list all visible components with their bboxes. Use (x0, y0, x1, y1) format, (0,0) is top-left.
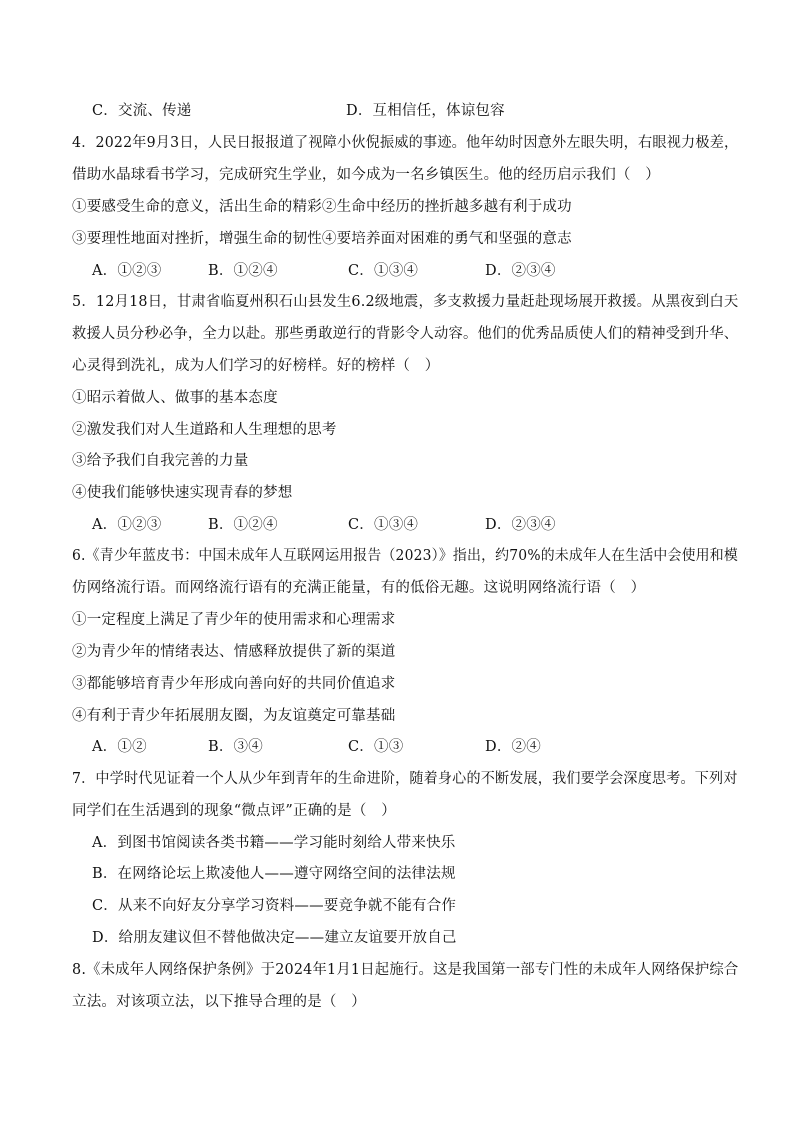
q5-statement-2: ②激发我们对人生道路和人生理想的思考 (72, 422, 337, 438)
q5-stem-line-2: 救援人员分秒必争，全力以赴。那些勇敢逆行的背影令人动容。他们的优秀品质使人们的精神受到升华、 (72, 326, 739, 342)
q7-option-c: C．从来不向好友分享学习资料——要竞争就不能有合作 (92, 898, 457, 914)
q7-stem-line-1: 7．中学时代见证着一个人从少年到青年的生命进阶，随着身心的不断发展，我们要学会深度思考。下列对 (72, 771, 738, 787)
q6-option-c: C．①③ (348, 739, 404, 755)
q5-option-a: A．①②③ (92, 517, 162, 533)
q5-statement-3: ③给予我们自我完善的力量 (72, 453, 249, 469)
q6-stem-line-1: 6.《青少年蓝皮书：中国未成年人互联网运用报告（2023）》指出，约70%的未成年人在生活中会使用和模 (72, 548, 738, 564)
q6-statement-4: ④有利于青少年拓展朋友圈，为友谊奠定可靠基础 (72, 708, 396, 724)
q5-option-b: B．①②④ (208, 517, 278, 533)
q6-statement-2: ②为青少年的情绪表达、情感释放提供了新的渠道 (72, 644, 396, 660)
q4-option-b: B．①②④ (208, 263, 278, 279)
q4-option-c: C．①③④ (348, 263, 419, 279)
q6-option-b: B．③④ (208, 739, 263, 755)
q4-stem-line-1: 4．2022年9月3日，人民日报报道了视障小伙倪振威的事迹。他年幼时因意外左眼失明，右眼视力极差， (72, 135, 739, 151)
q7-stem-line-2: 同学们在生活遇到的现象“微点评”正确的是（ ） (72, 803, 396, 819)
q6-statement-3: ③都能够培育青少年形成向善向好的共同价值追求 (72, 676, 396, 692)
q6-option-d: D．②④ (485, 739, 541, 755)
q5-statement-4: ④使我们能够快速实现青春的梦想 (72, 485, 293, 501)
q3-option-c: C．交流、传递 (92, 103, 192, 119)
q5-stem-line-3: 心灵得到洗礼，成为人们学习的好榜样。好的榜样（ ） (72, 358, 440, 374)
q4-statement-1: ①要感受生命的意义，活出生命的精彩②生命中经历的挫折越多越有利于成功 (72, 199, 572, 215)
q6-stem-line-2: 仿网络流行语。而网络流行语有的充满正能量，有的低俗无趣。这说明网络流行语（ ） (72, 580, 646, 596)
q7-option-b: B．在网络论坛上欺凌他人——遵守网络空间的法律法规 (92, 866, 456, 882)
q5-stem-line-1: 5．12月18日，甘肃省临夏州积石山县发生6.2级地震，多支救援力量赶赴现场展开救援。从黑夜到白天 (72, 294, 739, 310)
q8-stem-line-2: 立法。对该项立法，以下推导合理的是（ ） (72, 994, 366, 1010)
q5-option-c: C．①③④ (348, 517, 419, 533)
q3-option-d: D．互相信任，体谅包容 (346, 103, 505, 119)
q5-option-d: D．②③④ (485, 517, 556, 533)
q4-option-a: A．①②③ (92, 263, 162, 279)
q7-option-a: A．到图书馆阅读各类书籍——学习能时刻给人带来快乐 (92, 835, 456, 851)
q8-stem-line-1: 8.《未成年人网络保护条例》于2024年1月1日起施行。这是我国第一部专门性的未成年人网络保护综合 (72, 962, 739, 978)
q4-stem-line-2: 借助水晶球看书学习，完成研究生学业，如今成为一名乡镇医生。他的经历启示我们（ ） (72, 167, 660, 183)
q6-option-a: A．①② (92, 739, 147, 755)
q7-option-d: D．给朋友建议但不替他做决定——建立友谊要开放自己 (92, 930, 457, 946)
q4-option-d: D．②③④ (485, 263, 556, 279)
q4-statement-2: ③要理性地面对挫折，增强生命的韧性④要培养面对困难的勇气和坚强的意志 (72, 231, 572, 247)
q5-statement-1: ①昭示着做人、做事的基本态度 (72, 390, 278, 406)
q6-statement-1: ①一定程度上满足了青少年的使用需求和心理需求 (72, 612, 396, 628)
